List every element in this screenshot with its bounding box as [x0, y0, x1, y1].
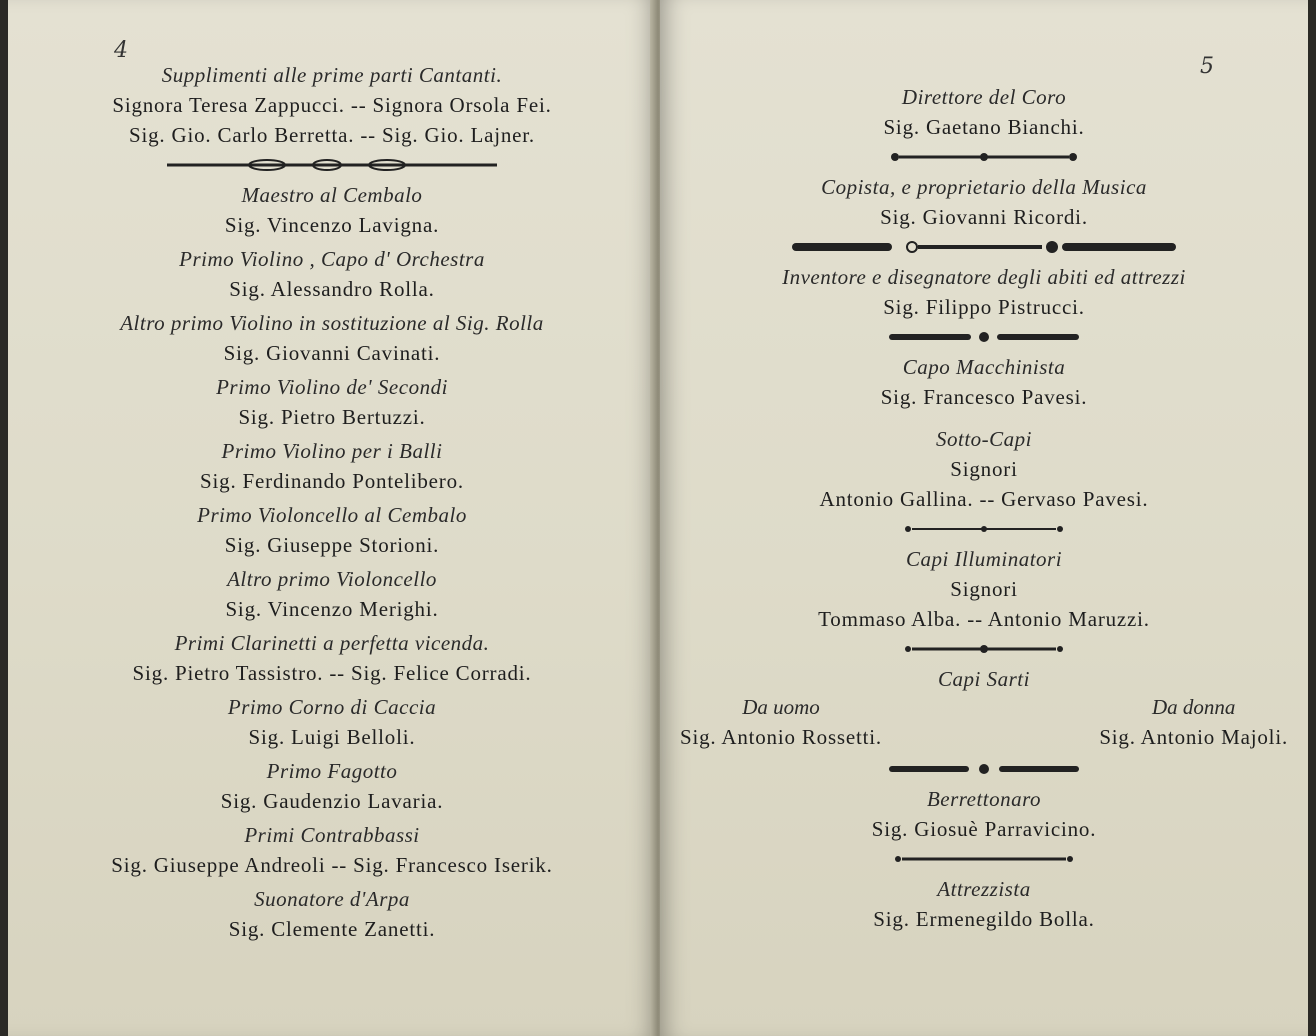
ornamental-divider — [660, 522, 1308, 536]
person-name: Sig. Antonio Rossetti. — [680, 725, 882, 749]
role-title: Supplimenti alle prime parti Cantanti. — [161, 63, 503, 87]
role-title: Primo Fagotto — [266, 759, 398, 783]
role-title: Inventore e disegnatore degli abiti ed attrezzi — [782, 265, 1186, 289]
ornamental-divider — [660, 330, 1308, 344]
ornamental-divider — [660, 642, 1308, 656]
person-name: Sig. Giovanni Cavinati. — [223, 341, 441, 365]
page-number: 4 — [114, 38, 128, 63]
role-title: Berrettonaro — [926, 787, 1042, 811]
role-title: Capo Macchinista — [902, 355, 1066, 379]
role-title: Suonatore d'Arpa — [254, 887, 410, 911]
person-name: Sig. Giosuè Parravicino. — [871, 817, 1097, 841]
left-column — [8, 60, 656, 944]
role-title: Primi Clarinetti a perfetta vicenda. — [174, 631, 490, 655]
ornamental-divider — [660, 762, 1308, 776]
role-title: Altro primo Violino in sostituzione al Sig. Rolla — [120, 311, 544, 335]
person-name: Sig. Filippo Pistrucci. — [883, 295, 1085, 319]
role-title: Attrezzista — [937, 877, 1031, 901]
ornamental-divider — [8, 158, 656, 172]
person-name: Sig. Luigi Belloli. — [248, 725, 416, 749]
ornamental-divider — [660, 852, 1308, 866]
left-page — [8, 0, 656, 1036]
ornamental-divider — [660, 150, 1308, 164]
person-name: Sig. Alessandro Rolla. — [229, 277, 435, 301]
person-name: Tommaso Alba. -- Antonio Maruzzi. — [818, 607, 1150, 631]
role-title: Capi Sarti — [938, 667, 1030, 691]
person-name: Antonio Gallina. -- Gervaso Pavesi. — [819, 487, 1149, 511]
page-number: 5 — [1200, 54, 1214, 79]
role-title: Primo Violoncello al Cembalo — [197, 503, 467, 527]
person-name: Sig. Vincenzo Lavigna. — [224, 213, 440, 237]
right-column — [660, 82, 1308, 934]
sarti-uomo — [680, 694, 882, 754]
role-title: Altro primo Violoncello — [227, 567, 437, 591]
person-name: Sig. Clemente Zanetti. — [228, 917, 436, 941]
subrole-label: Da donna — [1151, 695, 1236, 719]
person-name: Sig. Pietro Tassistro. -- Sig. Felice Corradi. — [132, 661, 532, 685]
role-title: Primi Contrabbassi — [244, 823, 420, 847]
person-name: Sig. Gaetano Bianchi. — [883, 115, 1085, 139]
role-title: Maestro al Cembalo — [241, 183, 423, 207]
person-name: Sig. Gio. Carlo Berretta. -- Sig. Gio. Lajner. — [129, 123, 535, 147]
role-title: Direttore del Coro — [901, 85, 1067, 109]
person-name: Sig. Giuseppe Andreoli -- Sig. Francesco Iserik. — [111, 853, 553, 877]
person-name: Sig. Ferdinando Pontelibero. — [200, 469, 464, 493]
person-name: Sig. Antonio Majoli. — [1099, 725, 1288, 749]
person-name: Signora Teresa Zappucci. -- Signora Orsola Fei. — [112, 93, 552, 117]
role-title: Primo Violino per i Balli — [221, 439, 443, 463]
person-name: Sig. Giuseppe Storioni. — [224, 533, 440, 557]
person-name: Sig. Francesco Pavesi. — [880, 385, 1088, 409]
person-name: Sig. Vincenzo Merighi. — [225, 597, 439, 621]
person-name: Sig. Gaudenzio Lavaria. — [220, 789, 444, 813]
person-name: Sig. Ermenegildo Bolla. — [873, 907, 1095, 931]
person-name: Sig. Giovanni Ricordi. — [880, 205, 1088, 229]
sarti-donna — [1099, 694, 1288, 754]
subrole-label: Da uomo — [742, 695, 820, 719]
ornamental-divider — [660, 240, 1308, 254]
sarti-pair — [660, 694, 1308, 754]
role-title: Copista, e proprietario della Musica — [821, 175, 1147, 199]
role-title: Primo Violino de' Secondi — [216, 375, 448, 399]
role-title: Capi Illuminatori — [905, 547, 1063, 571]
right-page — [660, 0, 1308, 1036]
person-name: Sig. Pietro Bertuzzi. — [238, 405, 426, 429]
role-title: Primo Corno di Caccia — [227, 695, 437, 719]
role-title: Primo Violino , Capo d' Orchestra — [179, 247, 485, 271]
names-label: Signori — [950, 577, 1018, 601]
names-label: Signori — [950, 457, 1018, 481]
role-title: Sotto-Capi — [935, 427, 1032, 451]
